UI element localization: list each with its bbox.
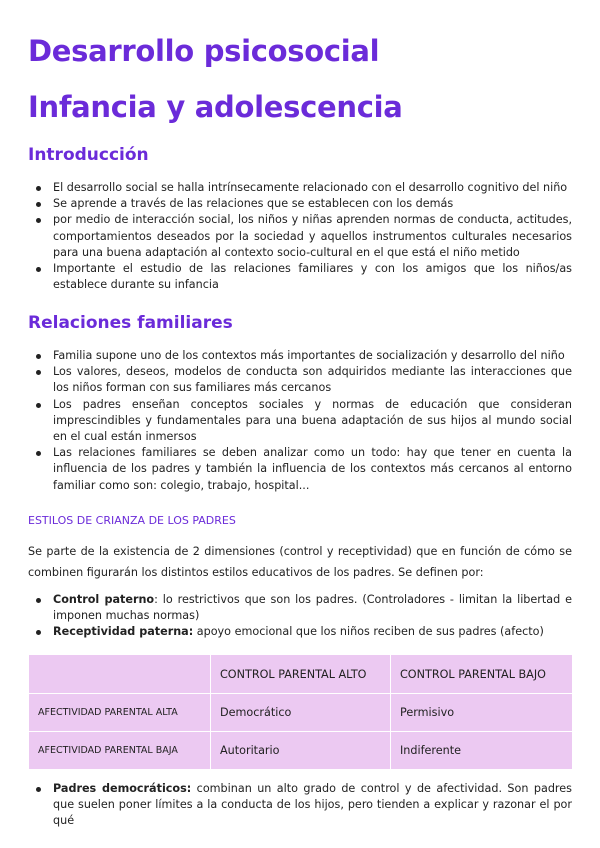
title-line-2: Infancia y adolescencia [28, 90, 403, 124]
familia-bullet-list [28, 348, 572, 494]
table-corner-cell [29, 655, 211, 694]
list-item: El desarrollo social se halla intrínsecamente relacionado con el desarrollo cognitivo del niño [28, 180, 572, 196]
definitions-list [28, 592, 572, 641]
list-item: Familia supone uno de los contextos más importantes de socialización y desarrollo del niño [28, 348, 572, 364]
col-header-control-bajo: CONTROL PARENTAL BAJO [391, 655, 573, 694]
subheading-estilos-crianza: ESTILOS DE CRIANZA DE LOS PADRES [28, 514, 236, 527]
heading-relaciones-familiares: Relaciones familiares [28, 313, 233, 333]
definition-text: apoyo emocional que los niños reciben de sus padres (afecto) [193, 625, 544, 639]
term-control-paterno: Control paterno [53, 593, 155, 606]
list-item: Los padres enseñan conceptos sociales y normas de educación que consideran imprescindibles y fundamentales para una buena adaptación de sus hijos al mundo social en el cual están inmersos [28, 397, 572, 446]
list-item: Se aprende a través de las relaciones que se establecen con los demás [28, 196, 572, 212]
parenting-styles-table [28, 654, 573, 770]
table-header-row [29, 655, 573, 694]
table-row [29, 694, 573, 732]
list-item [28, 624, 572, 640]
estilos-paragraph: Se parte de la existencia de 2 dimensiones (control y receptividad) que en función de cómo se combinen figurarán los distintos estilos educativos de los padres. Se definen por: [28, 545, 572, 579]
table-cell: Democrático [211, 694, 391, 732]
title-line-1: Desarrollo psicosocial [28, 34, 380, 68]
list-item: Los valores, deseos, modelos de conducta son adquiridos mediante las interacciones que los niños forman con sus familiares más cercanos [28, 364, 572, 396]
heading-introduccion: Introducción [28, 145, 149, 165]
table-cell: Indiferente [391, 732, 573, 770]
list-item: Importante el estudio de las relaciones familiares y con los amigos que los niños/as establece durante su infancia [28, 261, 572, 293]
list-item [28, 781, 572, 830]
row-label-afectividad-alta: AFECTIVIDAD PARENTAL ALTA [29, 694, 211, 732]
list-item [28, 592, 572, 624]
col-header-control-alto: CONTROL PARENTAL ALTO [211, 655, 391, 694]
term-receptividad-paterna: Receptividad paterna: [53, 625, 194, 639]
estilos-detail-list [28, 781, 572, 830]
table-row [29, 732, 573, 770]
definition-text: : lo restrictivos que son los padres. (Controladores - limitan la libertad e imponen muchas normas) [53, 593, 572, 623]
intro-bullet-list [28, 180, 572, 293]
row-label-afectividad-baja: AFECTIVIDAD PARENTAL BAJA [29, 732, 211, 770]
table-cell: Permisivo [391, 694, 573, 732]
list-item: por medio de interacción social, los niños y niñas aprenden normas de conducta, actitudes, comportamientos deseados por la sociedad y aquellos instrumentos culturales necesarios para una buena adaptación al contexto socio-cultural en el que está el niño metido [28, 212, 572, 261]
list-item: Las relaciones familiares se deben analizar como un todo: hay que tener en cuenta la influencia de los padres y también la influencia de los contextos más cercanos al entorno familiar como son: colegio, trabajo, hospital... [28, 445, 572, 494]
table-cell: Autoritario [211, 732, 391, 770]
term-padres-democraticos: Padres democráticos: [53, 782, 192, 795]
definition-text: combinan un alto grado de control y de afectividad. Son padres que suelen poner límites a la conducta de los hijos, pero tienden a explicar y razonar el por qué [53, 782, 572, 828]
